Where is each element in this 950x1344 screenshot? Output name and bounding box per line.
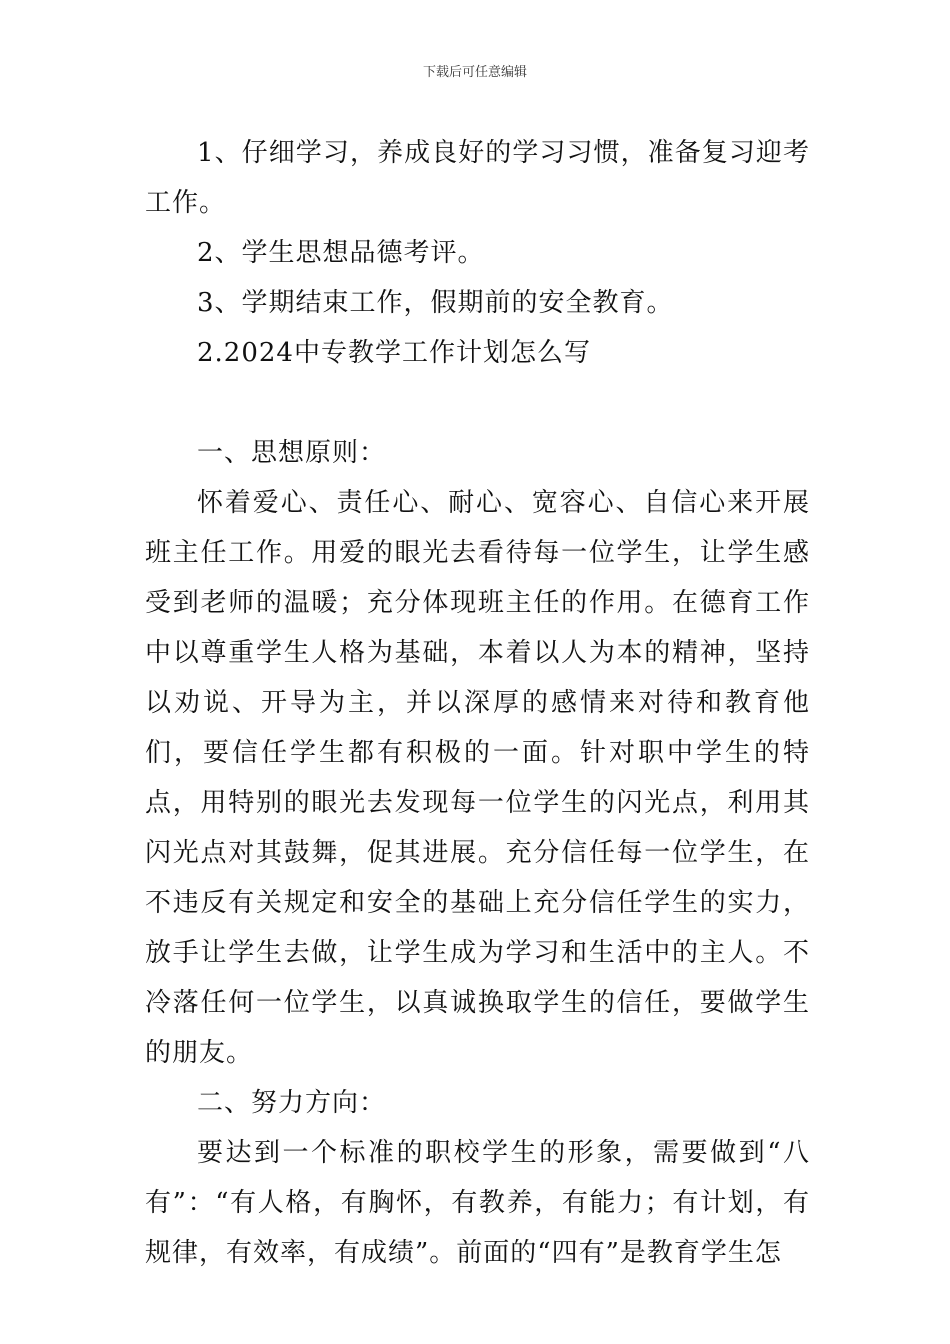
section-body-direction: 要达到一个标准的职校学生的形象，需要做到“八有”：“有人格，有胸怀，有教养，有能力；有计划，有规律，有效率，有成绩”。前面的“四有”是教育学生怎 [145, 1138, 810, 1268]
document-title: 2.2024中专教学工作计划怎么写 [197, 338, 591, 368]
blank-line [145, 378, 810, 428]
list-item: 1、仔细学习，养成良好的学习习惯，准备复习迎考工作。 [145, 138, 810, 218]
section-heading-direction: 二、努力方向： [197, 1088, 387, 1118]
section-body-principles: 怀着爱心、责任心、耐心、宽容心、自信心来开展班主任工作。用爱的眼光去看待每一位学生，让学生感受到老师的温暖；充分体现班主任的作用。在德育工作中以尊重学生人格为基础，本着以人为本的精神，坚持以劝说、开导为主，并以深厚的感情来对待和教育他们，要信任学生都有积极的一面。针对职中学生的特点，用特别的眼光去发现每一位学生的闪光点，利用其闪光点对其鼓舞，促其进展。充分信任每一位学生，在不违反有关规定和安全的基础上充分信任学生的实力，放手让学生去做，让学生成为学习和生活中的主人。不冷落任何一位学生，以真诚换取学生的信任，要做学生的朋友。 [145, 488, 810, 1068]
page-header-note: 下载后可任意编辑 [422, 65, 527, 80]
list-item: 2、学生思想品德考评。 [197, 238, 485, 268]
document-body [145, 128, 810, 1278]
list-item: 3、学期结束工作，假期前的安全教育。 [197, 288, 674, 318]
section-heading-principles: 一、思想原则： [197, 438, 387, 468]
